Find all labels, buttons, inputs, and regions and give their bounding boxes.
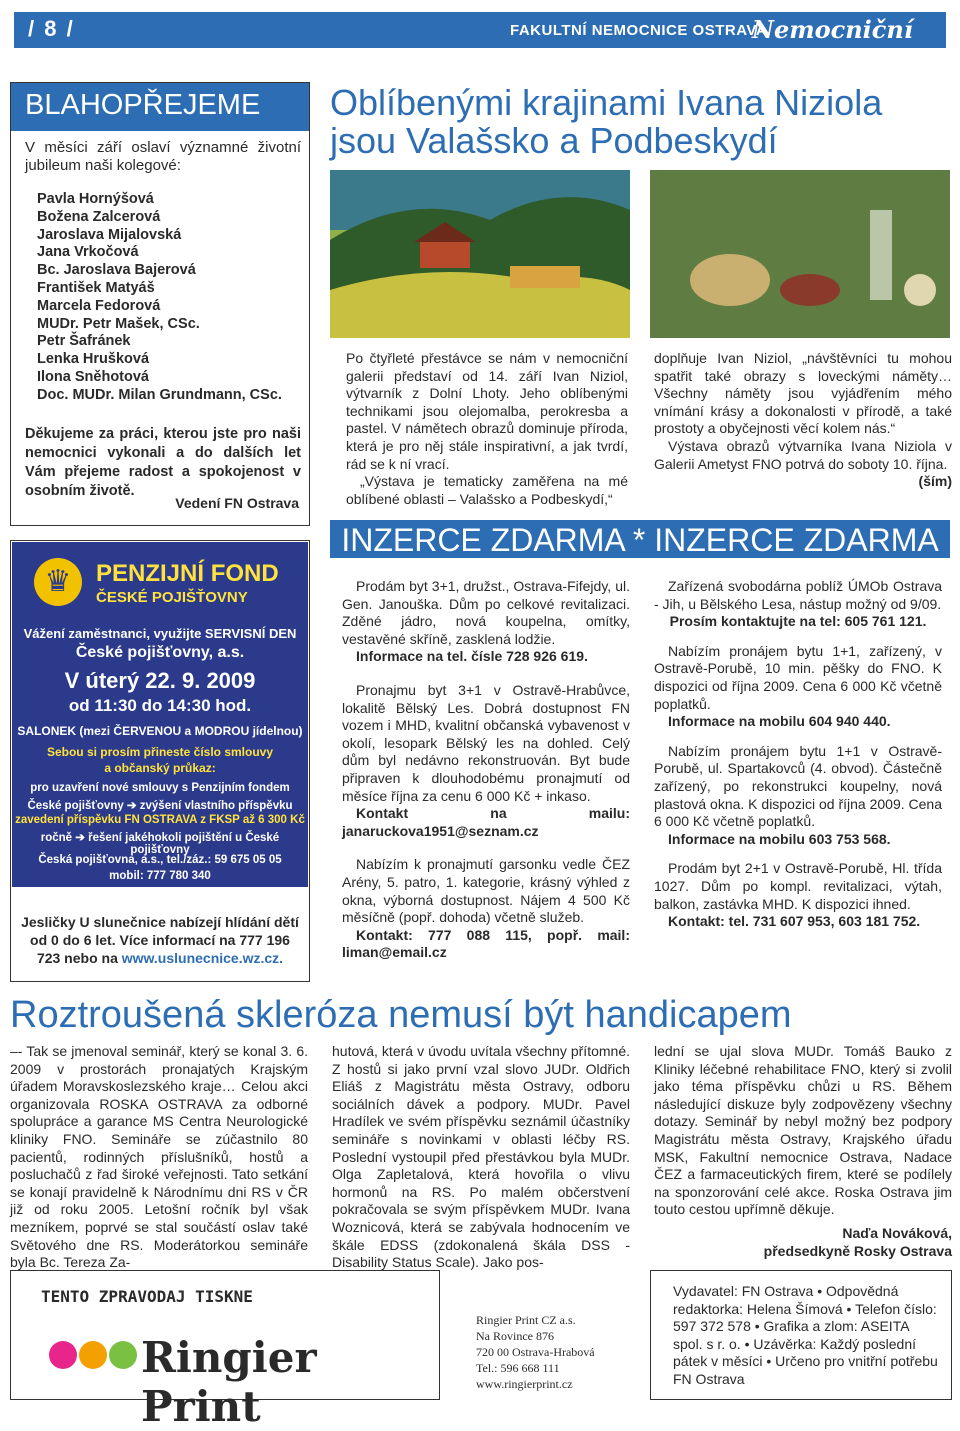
birthday-thanks: Děkujeme za práci, kterou jste pro naši nemocnici vykonali a do dalších let Vám přejeme radost a spokojenost v osobním životě.: [25, 426, 301, 499]
classified-ad: Nabízím k pronajmutí garsonku vedle ČEZ Arény, 5. patro, 1. kategorie, krásný výhled z okna, výborná dostupnost. Nájem 4 500 Kč měsíčně (popř. dohoda) včetně služeb.: [342, 856, 630, 926]
classifieds-header: [330, 520, 950, 560]
classified-contact: Informace na mobilu 604 940 440.: [668, 713, 891, 730]
list-item: Jaroslava Mijalovská: [37, 226, 182, 243]
ad-line: SALONEK (mezi ČERVENOU a MODROU jídelnou): [17, 724, 303, 738]
classifieds-column: [654, 578, 942, 931]
article-signature: Naďa Nováková,: [842, 1224, 952, 1241]
article-paragraph: lední se ujal slova MUDr. Tomáš Bauko z Kliniky léčebné rehabilitace FNO, který si zvolil jako téma příspěvku chůzi u RS. Během následující diskuze byly zodpovězeny všechny dotazy. Seminář by nebyl možný bez podpory Magistrátu města Ostravy, Krajského úřadu MSK, Fakultní nemocnice Ostrava, Nadace ČEZ a farmaceutických firem, které se podílely na sponzorování celé akce. Roska Ostrava jim touto cestou upřímně děkuje.: [654, 1043, 952, 1218]
page-header: [14, 12, 946, 73]
masthead: Nemocniční listy: [752, 15, 913, 73]
list-item: Božena Zalcerová: [37, 208, 161, 225]
article-signature: předsedkyně Rosky Ostrava: [763, 1242, 952, 1259]
birthday-name-list: [37, 191, 282, 405]
article-column: [654, 350, 952, 491]
classified-contact: Kontakt: 777 088 115, popř. mail: liman@email.cz: [342, 926, 630, 961]
article-signature: (ším): [918, 473, 952, 490]
classified-ad: Pronajmu byt 3+1 v Ostravě-Hrabůvce, lokalitě Bělský Les. Dobrá dostupnost FN vozem i MHD, kvalitní občanská vybavenost v okolí, lesopark Bělský les na dohled. Celý dům byl nedávno rekonstruován. Byt bude připraven k dlouhodobému pronajmutí od měsíce října za cenu 6 000 Kč + inkaso.: [342, 681, 630, 804]
ad-brand-title: PENZIJNÍ FOND: [96, 560, 279, 587]
article-column: [346, 350, 628, 508]
organization-name: FAKULTNÍ NEMOCNICE OSTRAVA: [510, 22, 768, 39]
birthday-signature: Vedení FN Ostrava: [175, 495, 299, 511]
article-paragraph: Výstava obrazů výtvarníka Ivana Niziola v Galerii Ametyst FNO potrvá do soboty 10. října.: [654, 437, 952, 472]
classified-contact: Kontakt: tel. 731 607 953, 603 181 752.: [668, 913, 921, 930]
ceska-pojistovna-logo-icon: ♛: [34, 558, 82, 606]
address-line: Na Rovince 876: [476, 1329, 554, 1343]
ad-brand-subtitle: ČESKÉ POJIŠŤOVNY: [96, 589, 248, 606]
list-item: Jana Vrkočová: [37, 244, 139, 261]
ad-date: V úterý 22. 9. 2009: [64, 668, 256, 693]
still-life-painting: [650, 170, 950, 338]
list-item: Ilona Sněhotová: [37, 368, 149, 385]
article-title: Roztroušená skleróza nemusí být handicapem: [10, 994, 792, 1036]
article-paragraph: „Výstava je tematicky zaměřena na mé oblíbené oblasti – Valašsko a Podbeskydí,“: [346, 473, 628, 507]
ad-line: zavedení příspěvku FN OSTRAVA z FKSP až 6 300 Kč: [15, 814, 305, 826]
list-item: Pavla Hornýšová: [37, 191, 154, 207]
paintings-image: [330, 170, 950, 338]
imprint-box: [650, 1270, 952, 1400]
nursery-notice: [19, 913, 301, 967]
classifieds-title: INZERCE ZDARMA * INZERCE ZDARMA: [341, 522, 939, 558]
address-line: 720 00 Ostrava-Hrabová: [476, 1345, 595, 1359]
printer-website-link[interactable]: www.ringierprint.cz: [476, 1377, 573, 1391]
printer-address: [476, 1312, 595, 1392]
ad-time: od 11:30 do 14:30 hod.: [68, 696, 252, 715]
classified-ad: Nabízím pronájem bytu 1+1 v Ostravě-Porubě, ul. Spartakovců (4. obvod). Částečně zařízený, po rekonstrukci koupelny, nová plastová okna. K dispozici od října 2009. Cena 6 000 Kč včetně poplatků.: [654, 742, 942, 830]
ad-line: mobil: 777 780 340: [109, 870, 211, 882]
printer-box: [10, 1270, 440, 1431]
birthday-box: [10, 82, 310, 526]
birthday-intro: V měsíci září oslaví významné životní jubileum naši kolegové:: [25, 139, 301, 174]
address-line: Tel.: 596 668 111: [476, 1361, 560, 1375]
printer-logo: Ringier Print: [141, 1333, 317, 1431]
article-paragraph: –- Tak se jmenoval seminář, který se konal 3. 6. 2009 v prostorách pronajatých Krajským úřadem Moravskoslezského kraje… Celou akci organizovala ROSKA OSTRAVA za odborné spolupráce a garance MS Centra Neurologické kliniky FNO. Semináře se zúčastnilo 80 pacientů, rodinných příslušníků, hostů a posluchačů z řad široké veřejnosti. Tato setkání se konají pravidelně k Národnímu dni RS v ČR již od roku 2005. Letošní ročník byl však mezníkem, poprvé se stal součástí oslav také Světového dne RS. Moderátorkou semináře byla Bc. Tereza Za-: [10, 1043, 308, 1271]
article-title: Oblíbenými krajinami Ivana Niziola jsou Valašsko a Podbeskydí: [330, 82, 883, 161]
imprint-text: Vydavatel: FN Ostrava • Odpovědná redaktorka: Helena Šímová • Telefon číslo: 597 372 578 • Grafika a zlom: ASEITA spol. s r. o. • Uzávěrka: Každý poslední pátek v měsíci • Určeno pro vnitřní potřebu FN Ostrava: [673, 1283, 938, 1387]
article-column: [10, 1043, 308, 1272]
classified-contact: Informace na tel. čísle 728 926 619.: [356, 648, 588, 665]
ad-line: České pojišťovny ➔ zvýšení vlastního příspěvku: [27, 800, 293, 812]
article-paragraph: Po čtyřleté přestávce se nám v nemocniční galerii představí od 14. září Ivan Niziol, výtvarník z Dolní Lhoty. Jeho oblíbenými technikami jsou olejomalba, perokresba a pastel. V námětech obrazů dominuje příroda, která je pro něj stále inspirativní, a jak tvrdí, rád se k ní vrací.: [346, 350, 628, 472]
classifieds-column: [342, 578, 630, 962]
classified-contact: Prosím kontaktujte na tel: 605 761 121.: [669, 613, 927, 630]
nursery-text: Jesličky U slunečnice nabízejí hlídání dětí od 0 do 6 let. Více informací na 777 196 723 nebo na: [21, 914, 299, 966]
classified-ad: Prodám byt 3+1, družst., Ostrava-Fifejdy, ul. Gen. Janouška. Dům po celkové revitalizaci. Zděné jádro, nová koupelna, omítky, vestavěné skříně, zasklená lodžie.: [342, 578, 630, 647]
ad-line: Česká pojišťovna, a.s., tel./záz.: 59 675 05 05: [38, 854, 282, 866]
classified-contact: Informace na mobilu 603 753 568.: [668, 830, 891, 847]
classified-ad: Nabízím pronájem bytu 1+1, zařízený, v Ostravě-Porubě, 10 min. pěšky do FNO. K dispozici od října 2009. Cena 6 000 Kč včetně poplatků.: [654, 642, 942, 712]
ad-line: Sebou si prosím přineste číslo smlouvy: [46, 745, 274, 759]
address-line: Ringier Print CZ a.s.: [476, 1313, 576, 1327]
ad-line: a občanský průkaz:: [104, 761, 216, 775]
list-item: Lenka Hrušková: [37, 351, 150, 368]
list-item: MUDr. Petr Mašek, CSc.: [37, 315, 200, 332]
list-item: Petr Šafránek: [37, 333, 131, 350]
article-paragraph: doplňuje Ivan Niziol, „návštěvníci tu mohou spatřit také obrazy s loveckými náměty… Všechny náměty jsou vyjádřením mého vnímání krásy a dokonalosti v přírodě, a také prostoty a obyčejnosti věcí kolem nás.“: [654, 350, 952, 437]
classified-contact: Kontakt na mailu: janaruckova1951@seznam.cz: [342, 805, 630, 839]
list-item: Bc. Jaroslava Bajerová: [37, 262, 196, 279]
article-column: [654, 1043, 952, 1260]
ad-line: České pojišťovny, a.s.: [75, 644, 245, 661]
pension-fund-ad: [10, 540, 310, 982]
birthday-title: BLAHOPŘEJEME: [11, 83, 309, 131]
page-number: / 8 /: [28, 16, 75, 41]
classified-ad: Prodám byt 2+1 v Ostravě-Porubě, Hl. třída 1027. Dům po kompl. revitalizaci, výtah, balkon, zastávka MHD. K dispozici ihned.: [654, 860, 942, 912]
ad-line: ročně ➔ řešení jakéhokoli pojištění u České pojišťovny: [40, 832, 280, 856]
article-paragraph: hutová, která v úvodu uvítala všechny přítomné. Z hostů si jako první vzal slovo JUDr. Oldřich Eliáš z Magistrátu města Ostravy, odboru sociálních dávek a podpory. MUDr. Pavel Hradílek ve svém příspěvku seznámil účastníky semináře s novinkami v oblasti léčby RS. Poslední vystoupil před přestávkou byla MUDr. Olga Zapletalová, která hovořila o vlivu hormonů na RS. Po malém občerstvení pokračovala se svým příspěvkem MUDr. Ivana Woznicová, která se zabývala hodnocením ve škále EDSS (zdokonalená škála DSS - Disability Status Scale). Jako pos-: [332, 1043, 630, 1271]
nursery-link[interactable]: www.uslunecnice.wz.cz.: [121, 950, 284, 966]
list-item: Doc. MUDr. Milan Grundmann, CSc.: [37, 386, 282, 403]
ad-banner: [12, 542, 308, 887]
list-item: Marcela Fedorová: [37, 297, 161, 314]
list-item: František Matyáš: [37, 279, 155, 296]
ad-line: Vážení zaměstnanci, využijte SERVISNÍ DEN: [23, 626, 297, 641]
classified-ad: Zařízená svobodárna poblíž ÚMOb Ostrava - Jih, u Bělského Lesa, nástup možný od 9/09.: [654, 578, 942, 612]
printed-by-label: TENTO ZPRAVODAJ TISKNE: [41, 1287, 253, 1306]
landscape-painting: [330, 170, 630, 338]
ad-line: pro uzavření nové smlouvy s Penzijním fondem: [30, 782, 290, 794]
article-column: [332, 1043, 630, 1272]
